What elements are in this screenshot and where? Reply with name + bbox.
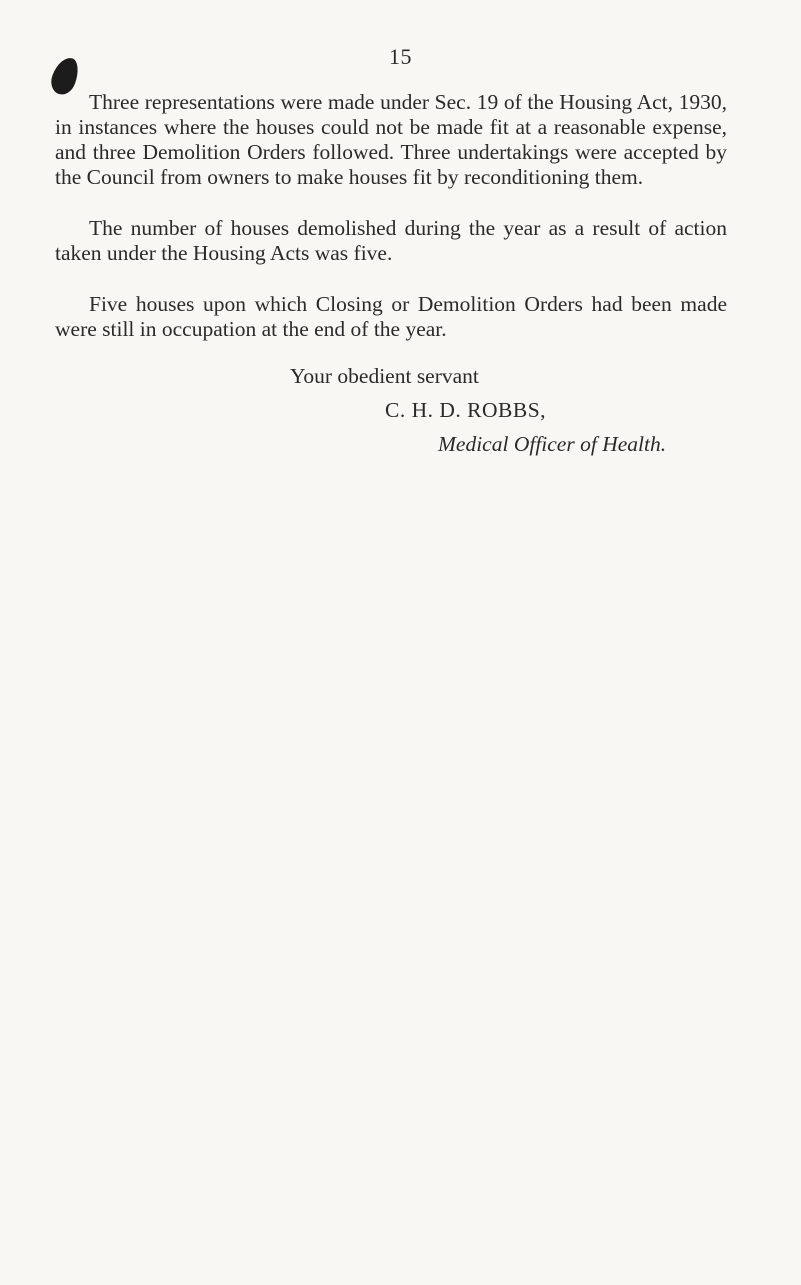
paragraph-houses-demolished: The number of houses demolished during the year as a result of action taken under the Housing Acts was five.	[55, 216, 727, 265]
salutation: Your obedient servant	[290, 364, 479, 388]
paragraph-houses-occupied: Five houses upon which Closing or Demolition Orders had been made were still in occupation at the end of the year.	[55, 292, 727, 341]
signature-name: C. H. D. ROBBS,	[385, 398, 547, 422]
signature-title: Medical Officer of Health.	[438, 432, 667, 456]
page-number: 15	[389, 44, 412, 69]
report-body	[55, 90, 727, 368]
paragraph-housing-representations: Three representations were made under Sec. 19 of the Housing Act, 1930, in instances where the houses could not be made fit at a reasonable expense, and three Demolition Orders followed. Three undertakings were accepted by the Council from owners to make houses fit by reconditioning them.	[55, 90, 727, 189]
